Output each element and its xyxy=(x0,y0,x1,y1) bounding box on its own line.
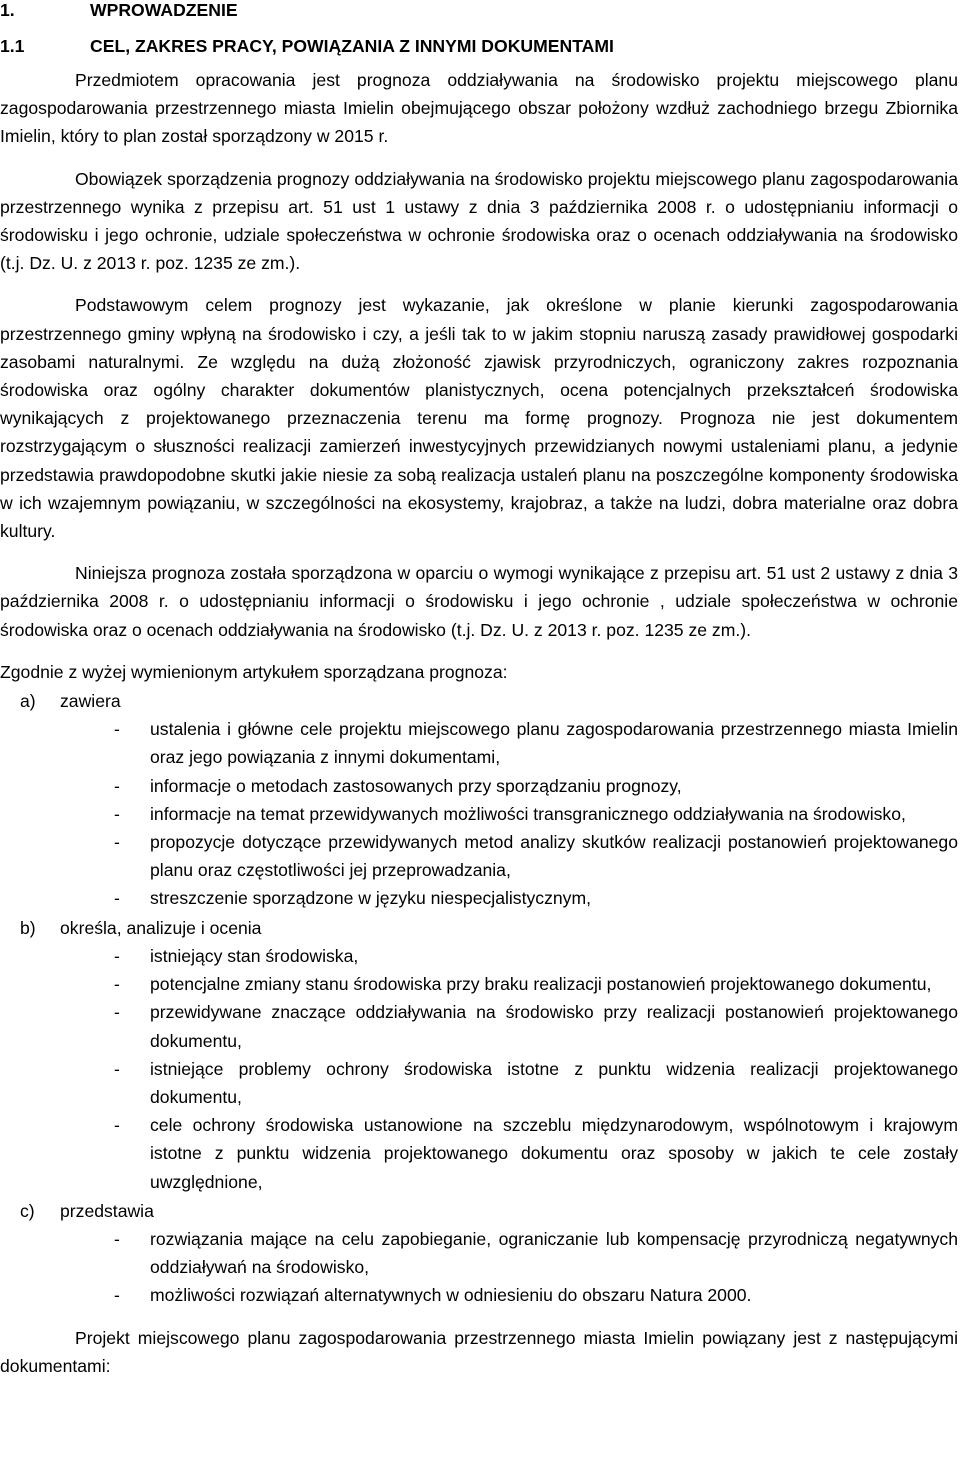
group-letter: c) xyxy=(20,1200,35,1221)
item-list xyxy=(0,715,958,912)
list-item: - przewidywane znaczące oddziaływania na środowisko przy realizacji postanowień projektowanego dokumentu, xyxy=(114,1002,958,1051)
list-item: - istniejące problemy ochrony środowiska istotne z punktu widzenia realizacji projektowanego dokumentu, xyxy=(114,1058,958,1107)
group-a xyxy=(0,687,958,913)
chapter-number: 1. xyxy=(0,0,15,20)
group-verb: określa, analizuje i ocenia xyxy=(60,917,262,938)
group-b xyxy=(0,914,958,1196)
list-item: - ustalenia i główne cele projektu miejscowego planu zagospodarowania przestrzennego miasta Imielin oraz jego powiązania z innymi dokumentami, xyxy=(114,719,958,768)
list-lead: Zgodnie z wyżej wymienionym artykułem sporządzana prognoza: xyxy=(0,661,508,682)
paragraph-obligation: Obowiązek sporządzenia prognozy oddziaływania na środowisko projektu miejscowego planu zagospodarowania przestrzennego wynika z przepisu art. 51 ust 1 ustawy z dnia 3 października 2008 r. o udostępnianiu informacji o środowisku i jego ochronie, udziale społeczeństwa w ochronie środowiska oraz o ocenach oddziaływania na środowisko (t.j. Dz. U. z 2013 r. poz. 1235 ze zm.). xyxy=(0,168,958,274)
group-verb: przedstawia xyxy=(60,1200,154,1221)
paragraph-closing: Projekt miejscowego planu zagospodarowania przestrzennego miasta Imielin powiązany jest z następującymi dokumentami: xyxy=(0,1327,958,1376)
list-item: - możliwości rozwiązań alternatywnych w odniesieniu do obszaru Natura 2000. xyxy=(114,1285,752,1306)
group-verb: zawiera xyxy=(60,691,121,712)
group-letter: b) xyxy=(20,917,36,938)
list-item: - informacje o metodach zastosowanych przy sporządzaniu prognozy, xyxy=(114,775,682,796)
paragraph-basis: Niniejsza prognoza została sporządzona w oparciu o wymogi wynikające z przepisu art. 51 ust 2 ustawy z dnia 3 października 2008 r. o udostępnianiu informacji o środowisku i jego ochronie , udziale społeczeństwa w ochronie środowiska oraz o ocenach oddziaływania na środowisko (t.j. Dz. U. z 2013 r. poz. 1235 ze zm.). xyxy=(0,563,958,640)
list-item: - cele ochrony środowiska ustanowione na szczeblu międzynarodowym, wspólnotowym i krajowym istotne z punktu widzenia projektowanego dokumentu oraz sposoby w jakich te cele zostały uwzględnione, xyxy=(114,1115,958,1192)
list-item: - informacje na temat przewidywanych możliwości transgranicznego oddziaływania na środowisko, xyxy=(114,803,906,824)
chapter-heading xyxy=(0,0,958,24)
list-item: - rozwiązania mające na celu zapobieganie, ograniczanie lub kompensację przyrodniczą negatywnych oddziaływań na środowisko, xyxy=(114,1228,958,1278)
group-letter: a) xyxy=(20,691,36,712)
paragraph-purpose: Podstawowym celem prognozy jest wykazanie, jak określone w planie kierunki zagospodarowania przestrzennego gminy wpłyną na środowisko i czy, a jeśli tak to w jakim stopniu naruszą zasady prawidłowej gospodarki zasobami naturalnymi. Ze względu na dużą złożoność zjawisk przyrodniczych, ograniczony zakres rozpoznania środowiska oraz ogólny charakter dokumentów planistycznych, ocena potencjalnych przekształceń środowiska wynikających z projektowanego przeznaczenia terenu ma formę prognozy. Prognoza nie jest dokumentem rozstrzygającym o słuszności realizacji zamierzeń inwestycyjnych przewidzianych nowymi ustaleniami planu, a jedynie przedstawia prawdopodobne skutki jakie niesie za sobą realizacja ustaleń planu na poszczególne komponenty środowiska w ich wzajemnym powiązaniu, w szczególności na ekosystemy, krajobraz, a także na ludzi, dobra materialne oraz dobra kultury. xyxy=(0,295,958,542)
paragraph-subject: Przedmiotem opracowania jest prognoza oddziaływania na środowisko projektu miejscowego planu zagospodarowania przestrzennego miasta Imielin obejmującego obszar położony wzdłuż zachodniego brzegu Zbiornika Imielin, który to plan został sporządzony w 2015 r. xyxy=(0,70,958,147)
group-c xyxy=(0,1197,958,1310)
item-list xyxy=(0,942,958,1196)
list-item: - propozycje dotyczące przewidywanych metod analizy skutków realizacji postanowień projektowanego planu oraz częstotliwości jej przeprowadzania, xyxy=(114,832,958,881)
section-heading xyxy=(0,32,958,60)
chapter-title: WPROWADZENIE xyxy=(90,0,238,20)
list-item: - streszczenie sporządzone w języku niespecjalistycznym, xyxy=(114,888,592,909)
section-number: 1.1 xyxy=(0,36,25,56)
item-list xyxy=(0,1225,958,1310)
list-item: - potencjalne zmiany stanu środowiska przy braku realizacji postanowień projektowanego dokumentu, xyxy=(114,974,932,995)
section-title: CEL, ZAKRES PRACY, POWIĄZANIA Z INNYMI DOKUMENTAMI xyxy=(90,36,614,56)
list-item: - istniejący stan środowiska, xyxy=(114,945,359,966)
